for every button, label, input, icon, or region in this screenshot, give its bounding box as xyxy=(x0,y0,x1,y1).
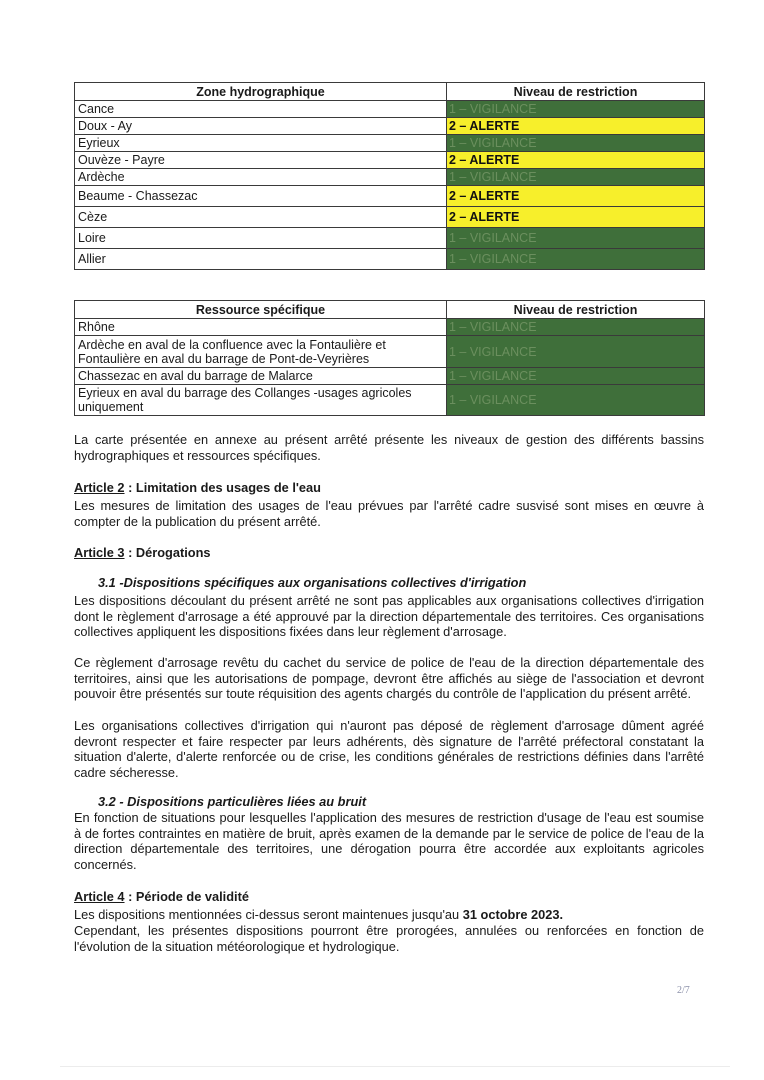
validity-text: Les dispositions mentionnées ci-dessus seront maintenues jusqu'au xyxy=(74,907,463,922)
article-3-heading xyxy=(74,545,704,561)
resource-name: Ardèche en aval de la confluence avec la Fontaulière et Fontaulière en aval du barrage de Pont-de-Veyrières xyxy=(75,336,447,368)
article-label: Article 3 xyxy=(74,545,125,560)
resource-name: Rhône xyxy=(75,319,447,336)
level-badge: 1 – VIGILANCE xyxy=(447,336,705,368)
zone-name: Loire xyxy=(75,228,447,249)
header-resource: Ressource spécifique xyxy=(75,301,447,319)
level-badge: 1 – VIGILANCE xyxy=(447,249,705,270)
header-zone: Zone hydrographique xyxy=(75,83,447,101)
header-level: Niveau de restriction xyxy=(447,83,705,101)
page-number: 2/7 xyxy=(677,985,690,996)
article-4-paragraph-2: Cependant, les présentes dispositions pourront être prorogées, annulées ou renforcées en fonction de l'évolution de la situation météorologique et hydrologique. xyxy=(74,923,704,954)
level-badge: 1 – VIGILANCE xyxy=(447,169,705,186)
zone-name: Ardèche xyxy=(75,169,447,186)
article-title: : Limitation des usages de l'eau xyxy=(124,480,321,495)
level-badge: 1 – VIGILANCE xyxy=(447,319,705,336)
zone-hydro-table xyxy=(74,82,705,270)
level-badge: 2 – ALERTE xyxy=(447,118,705,135)
ressource-specifique-table xyxy=(74,300,705,416)
level-badge: 2 – ALERTE xyxy=(447,152,705,169)
footer-divider xyxy=(60,1066,730,1067)
article-4-paragraph-1 xyxy=(74,907,704,923)
section-3-1-paragraph: Ce règlement d'arrosage revêtu du cachet du service de police de l'eau de la direction départementale des territoires, ainsi que les autorisations de pompage, devront être affichés au siège de l'association et devront pouvoir être présentés sur toute réquisition des agents chargés du contrôle de l'application du présent arrêté. xyxy=(74,655,704,702)
zone-name: Doux - Ay xyxy=(75,118,447,135)
zone-name: Cèze xyxy=(75,207,447,228)
header-level: Niveau de restriction xyxy=(447,301,705,319)
zone-name: Eyrieux xyxy=(75,135,447,152)
resource-name: Eyrieux en aval du barrage des Collanges -usages agricoles uniquement xyxy=(75,385,447,416)
article-4-heading xyxy=(74,889,704,905)
zone-name: Ouvèze - Payre xyxy=(75,152,447,169)
level-badge: 1 – VIGILANCE xyxy=(447,101,705,118)
article-label: Article 2 xyxy=(74,480,125,495)
article-title: : Période de validité xyxy=(124,889,249,904)
level-badge: 2 – ALERTE xyxy=(447,207,705,228)
section-3-2-title: 3.2 - Dispositions particulières liées au bruit xyxy=(98,794,367,809)
level-badge: 1 – VIGILANCE xyxy=(447,368,705,385)
section-3-2-paragraph: En fonction de situations pour lesquelles l'application des mesures de restriction d'usage de l'eau est soumise à de fortes contraintes en matière de bruit, après examen de la demande par le service de police de l'eau de la direction départementale des territoires, une dérogation pourra être accordée aux exploitants agricoles concernés. xyxy=(74,810,704,872)
article-label: Article 4 xyxy=(74,889,125,904)
validity-date: 31 octobre 2023. xyxy=(462,907,564,922)
article-2-body: Les mesures de limitation des usages de l'eau prévues par l'arrêté cadre susvisé sont mises en œuvre à compter de la publication du présent arrêté. xyxy=(74,498,704,529)
level-badge: 1 – VIGILANCE xyxy=(447,135,705,152)
level-badge: 2 – ALERTE xyxy=(447,186,705,207)
section-3-1-paragraph: Les organisations collectives d'irrigation qui n'auront pas déposé de règlement d'arrosage dûment agréé devront respecter et faire respecter par leurs adhérents, dès signature de l'arrêté préfectoral constatant la situation d'alerte, d'alerte renforcée ou de crise, les conditions générales de restrictions définies dans l'arrêté cadre sécheresse. xyxy=(74,718,704,780)
intro-paragraph: La carte présentée en annexe au présent arrêté présente les niveaux de gestion des différents bassins hydrographiques et ressources spécifiques. xyxy=(74,432,704,463)
section-3-1-title: 3.1 -Dispositions spécifiques aux organisations collectives d'irrigation xyxy=(98,575,527,590)
article-2-heading xyxy=(74,480,704,496)
zone-name: Beaume - Chassezac xyxy=(75,186,447,207)
article-title: : Dérogations xyxy=(124,545,211,560)
zone-name: Cance xyxy=(75,101,447,118)
level-badge: 1 – VIGILANCE xyxy=(447,228,705,249)
section-3-1-paragraph: Les dispositions découlant du présent arrêté ne sont pas applicables aux organisations collectives d'irrigation dont le règlement d'arrosage a été approuvé par la direction départementale des territoires. Ces organisations collectives appliquent les dispositions fixées dans leur règlement d'arrosage. xyxy=(74,593,704,640)
resource-name: Chassezac en aval du barrage de Malarce xyxy=(75,368,447,385)
zone-name: Allier xyxy=(75,249,447,270)
level-badge: 1 – VIGILANCE xyxy=(447,385,705,416)
